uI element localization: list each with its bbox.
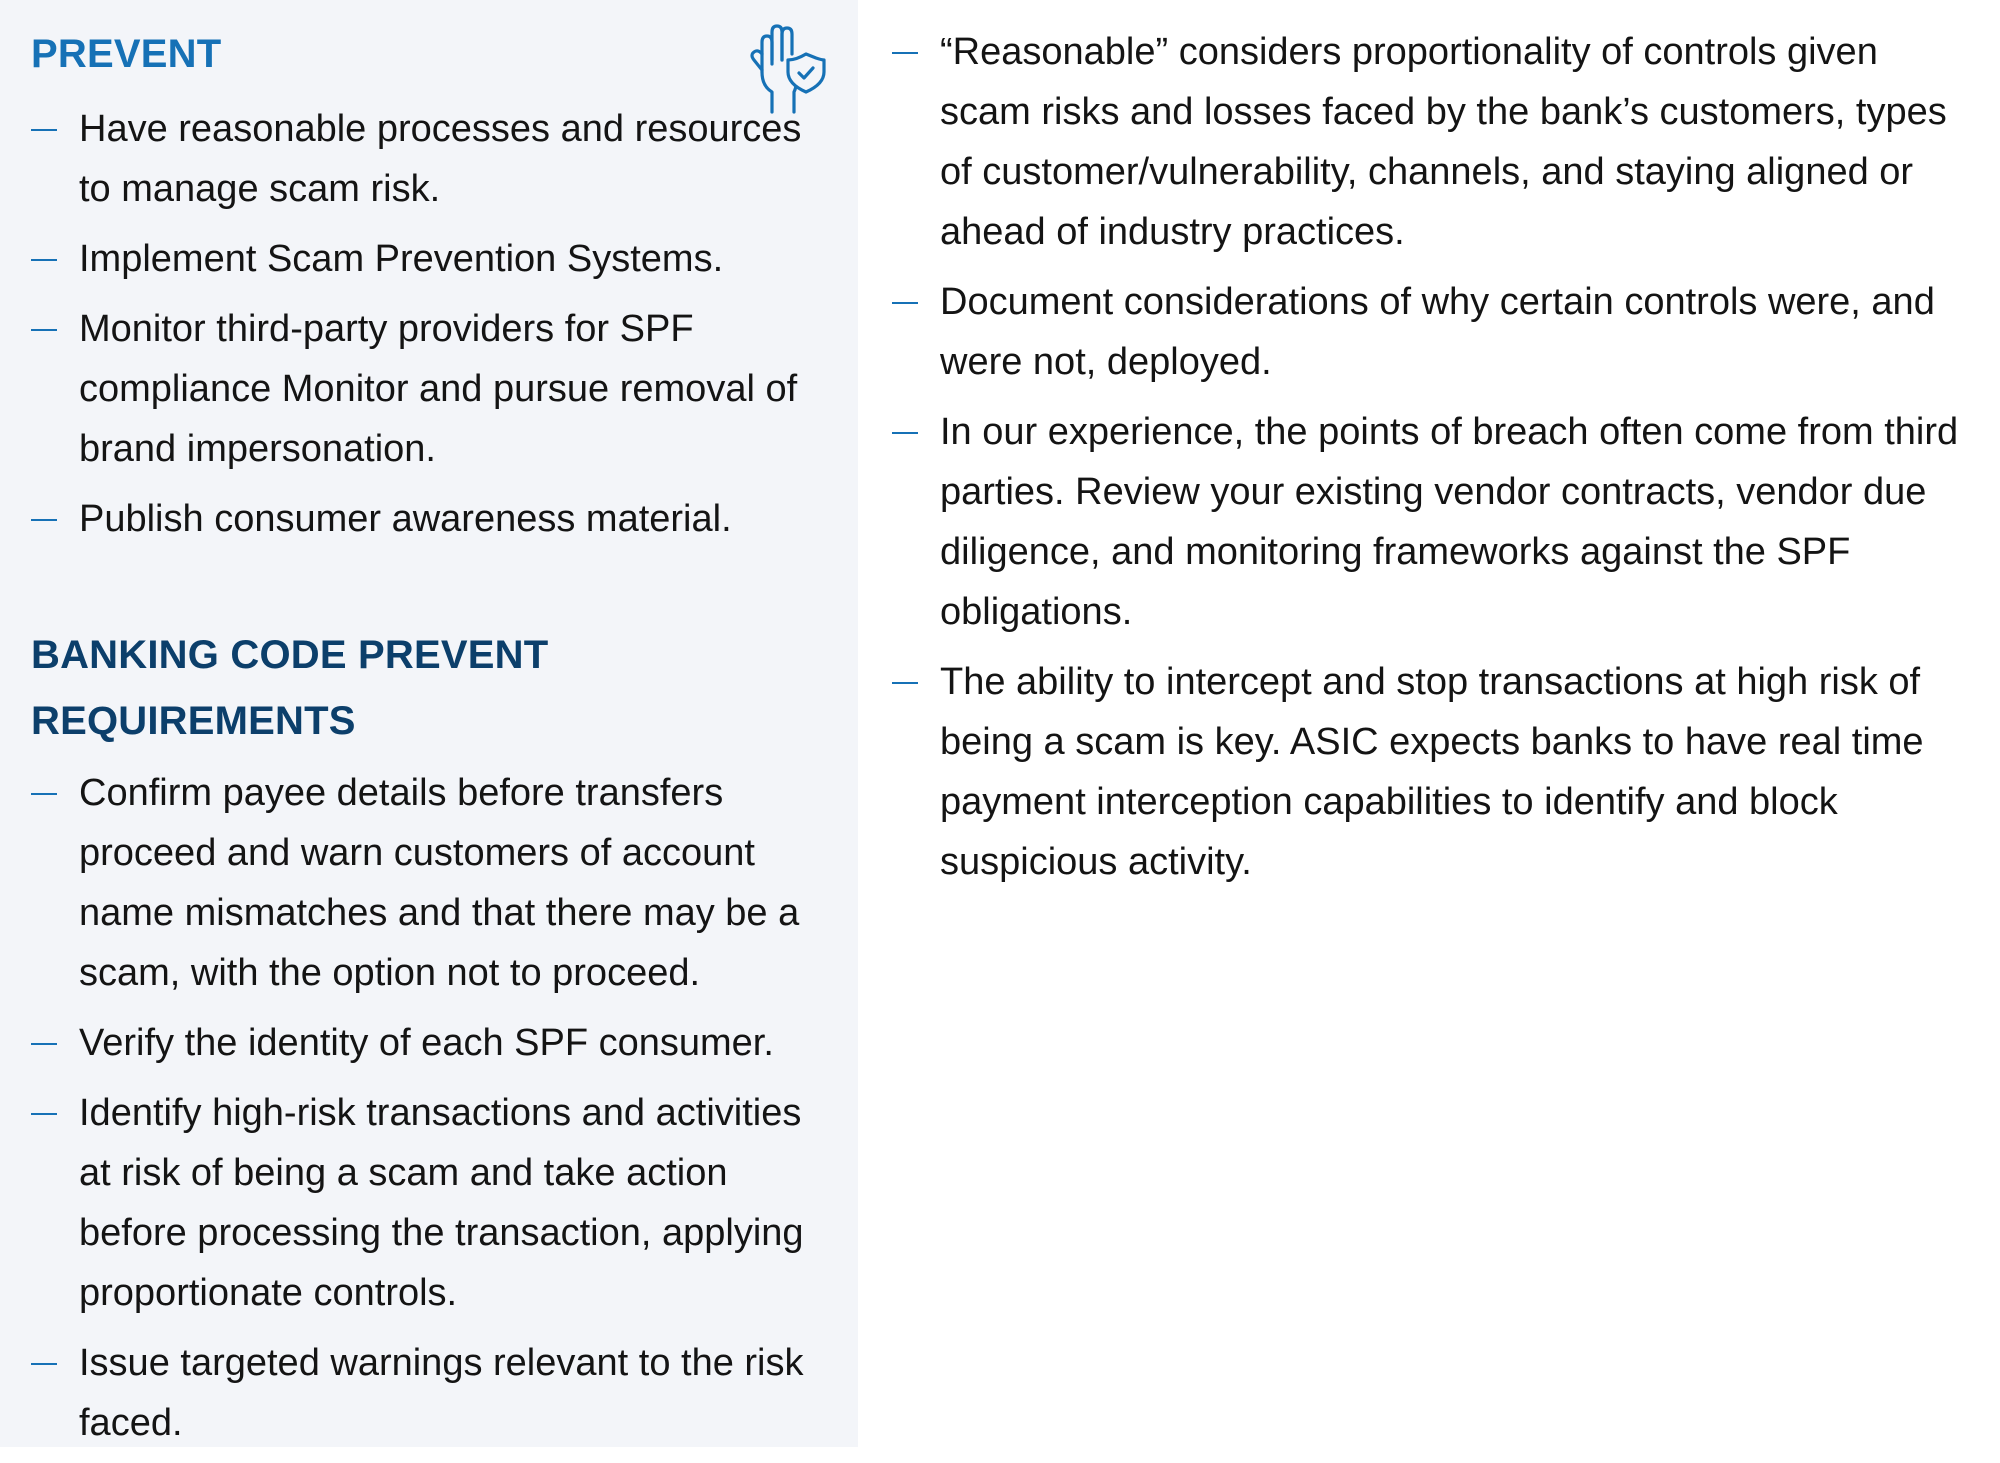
list-item [31, 763, 821, 1003]
list-item [892, 272, 1972, 392]
list-item-text: Confirm payee details before transfers proceed and warn customers of account name mismatches and that there may be a scam, with the option not to proceed. [79, 772, 800, 994]
list-item-text: Document considerations of why certain controls were, and were not, deployed. [940, 281, 1935, 383]
list-item [31, 99, 811, 219]
list-item-text: Have reasonable processes and resources to manage scam risk. [79, 108, 802, 210]
dash-icon [892, 682, 918, 684]
list-item [31, 299, 811, 479]
dash-icon [892, 432, 918, 434]
dash-icon [31, 1363, 57, 1365]
dash-icon [892, 52, 918, 54]
list-item [31, 229, 811, 289]
list-item [892, 22, 1972, 262]
dash-icon [31, 793, 57, 795]
dash-icon [892, 302, 918, 304]
list-item-text: Identify high-risk transactions and activities at risk of being a scam and take action before processing the transaction, applying proportionate controls. [79, 1092, 804, 1314]
dash-icon [31, 129, 57, 131]
dash-icon [31, 329, 57, 331]
dash-icon [31, 1043, 57, 1045]
list-item [31, 1013, 821, 1073]
list-item-text: Monitor third-party providers for SPF compliance Monitor and pursue removal of brand impersonation. [79, 308, 798, 470]
dash-icon [31, 259, 57, 261]
list-item-text: Publish consumer awareness material. [79, 498, 732, 540]
list-item [31, 1083, 821, 1323]
list-item-text: Implement Scam Prevention Systems. [79, 238, 724, 280]
list-item-text: In our experience, the points of breach often come from third parties. Review your existing vendor contracts, vendor due diligence, and monitoring frameworks against the SPF obligations. [940, 411, 1959, 633]
banking-code-list [31, 763, 821, 1463]
list-item [31, 489, 811, 549]
prevent-heading: PREVENT [31, 32, 222, 76]
list-item-text: “Reasonable” considers proportionality of controls given scam risks and losses faced by the bank’s customers, types of customer/vulnerability, channels, and staying aligned or ahead of industry practices. [940, 31, 1947, 253]
considerations-list [892, 22, 1972, 902]
list-item-text: Verify the identity of each SPF consumer. [79, 1022, 774, 1064]
prevent-list [31, 99, 811, 559]
list-item [31, 1333, 821, 1453]
list-item-text: Issue targeted warnings relevant to the risk faced. [79, 1342, 804, 1444]
list-item [892, 652, 1972, 892]
banking-code-heading: BANKING CODE PREVENT REQUIREMENTS [31, 633, 549, 743]
list-item-text: The ability to intercept and stop transactions at high risk of being a scam is key. ASIC expects banks to have real time payment interception capabilities to identify and block suspicious activity. [940, 661, 1924, 883]
list-item [892, 402, 1972, 642]
dash-icon [31, 519, 57, 521]
dash-icon [31, 1113, 57, 1115]
